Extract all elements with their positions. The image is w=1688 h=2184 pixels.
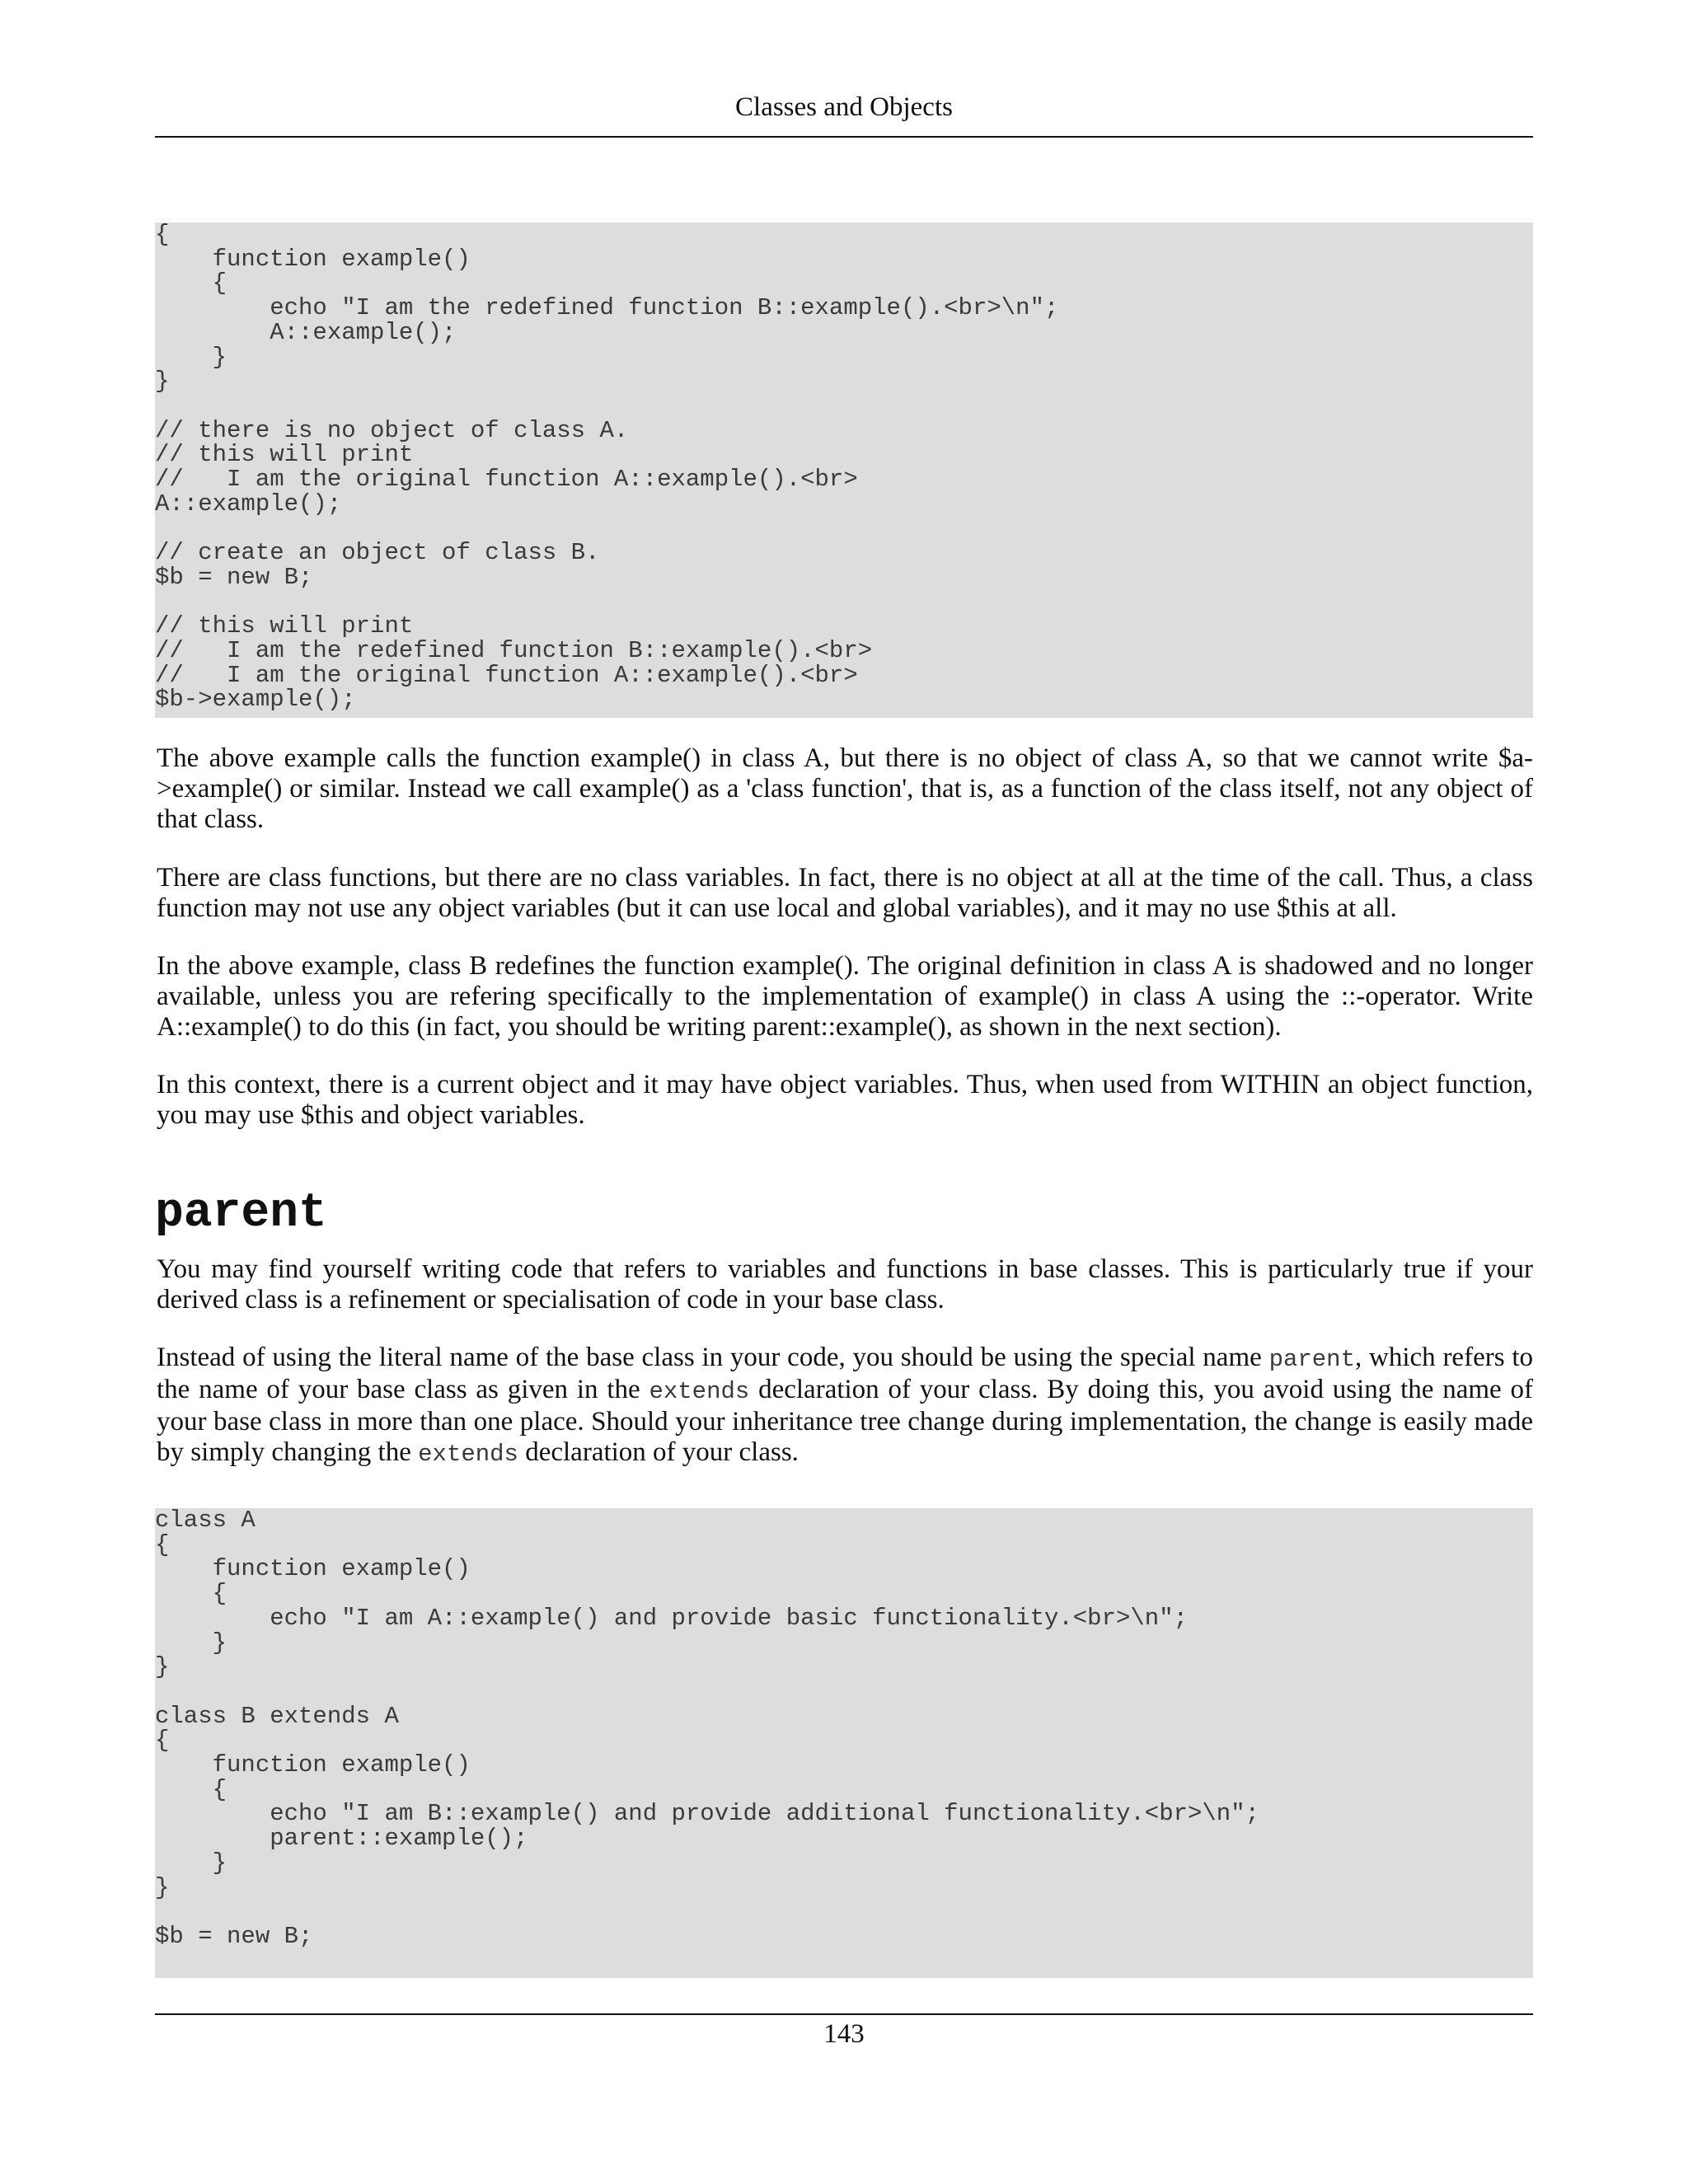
footer-rule (155, 2013, 1533, 2015)
paragraph-parent-keyword (157, 1343, 1533, 1469)
code-block-class-b-redefinition: { function example() { echo "I am the redefined function B::example().<br>\n"; A::example(); } } // there is no object of class A. // this will print // I am the original function A::example().<br> A::example(); // create an object of class B. $b = new B; // this will print // I am the redefined function B::example().<br> // I am the original function A::example().<br> $b->example(); (155, 223, 1533, 718)
inline-code-extends: extends (649, 1378, 750, 1405)
paragraph-class-function: The above example calls the function example() in class A, but there is no object of class A, so that we cannot write $a->example() or similar. Instead we call example() as a 'class function', that is, as a function of the class itself, not any object of that class. (157, 743, 1533, 834)
paragraph-base-classes: You may find yourself writing code that refers to variables and functions in base classes. This is particularly true if your derived class is a refinement or specialisation of code in your base class. (157, 1254, 1533, 1315)
text-span: Instead of using the literal name of the base class in your code, you should be using the special name (157, 1343, 1269, 1372)
code-block-parent-example: class A { function example() { echo "I am A::example() and provide basic functionality.<br>\n"; } } class B extends A { function example() { echo "I am B::example() and provide additional functionality.<br>\n"; parent::example(); } } $b = new B; (155, 1508, 1533, 1978)
paragraph-shadowing: In the above example, class B redefines the function example(). The original definition in class A is shadowed and no longer available, unless you are refering specifically to the implementation of example() in class A using the ::-operator. Write A::example() to do this (in fact, you should be writing parent::example(), as shown in the next section). (157, 951, 1533, 1042)
section-title-parent: parent (155, 1187, 327, 1240)
header-rule (155, 136, 1533, 138)
paragraph-class-variables: There are class functions, but there are no class variables. In fact, there is no object at all at the time of the call. Thus, a class function may not use any object variables (but it can use local and global variables), and it may no use $this at all. (157, 863, 1533, 923)
text-span: , which refers to the name of your base class as given in the (157, 1343, 1534, 1404)
inline-code-extends: extends (418, 1441, 518, 1468)
inline-code-parent: parent (1268, 1346, 1355, 1373)
text-span: declaration of your class. (518, 1437, 799, 1467)
text-span: declaration of your class. By doing this, you avoid using the name of your base class in more than one place. Should your inheritance tree change during implementation, the change is easily made by simply changing the (157, 1375, 1533, 1467)
paragraph-current-object: In this context, there is a current object and it may have object variables. Thus, when used from WITHIN an object function, you may use $this and object variables. (157, 1070, 1533, 1130)
page-number: 143 (823, 2019, 865, 2049)
running-header: Classes and Objects (735, 92, 953, 122)
